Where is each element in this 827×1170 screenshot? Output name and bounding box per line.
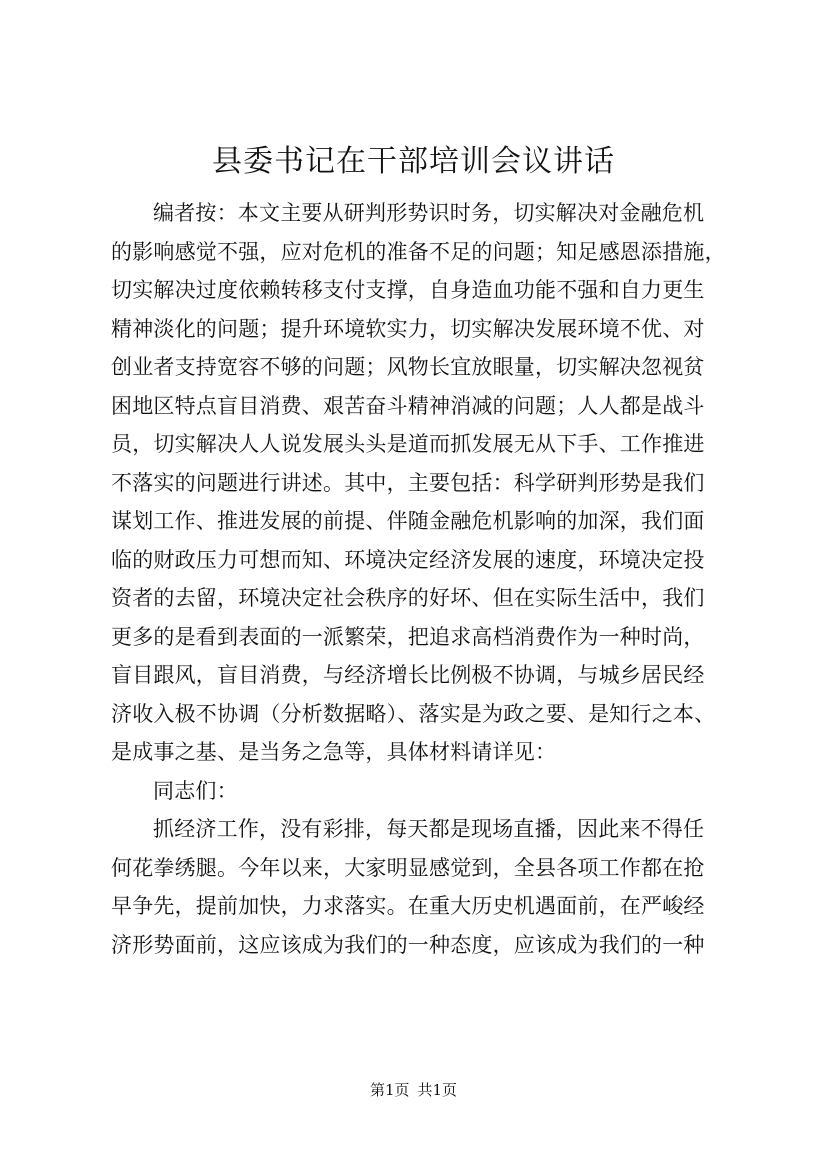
paragraph-line: 创业者支持宽容不够的问题；风物长宜放眼量，切实解决忽视贫: [111, 355, 705, 379]
paragraph-line: 谋划工作、推进发展的前提、伴随金融危机影响的加深，我们面: [111, 509, 705, 533]
paragraph-line: 临的财政压力可想而知、环境决定经济发展的速度，环境决定投: [111, 547, 705, 572]
paragraph-line: 切实解决过度依赖转移支付支撑，自身造血功能不强和自力更生: [111, 278, 705, 302]
document-title: 县委书记在干部培训会议讲话: [212, 144, 615, 179]
paragraph-line: 更多的是看到表面的一派繁荣，把追求高档消费作为一种时尚，: [111, 624, 705, 649]
page-total: 共1页: [417, 1081, 458, 1099]
paragraph-line: 抓经济工作，没有彩排，每天都是现场直播，因此来不得任: [153, 817, 705, 841]
paragraph-line: 员，切实解决人人说发展头头是道而抓发展无从下手、工作推进: [111, 432, 705, 456]
paragraph-line: 何花拳绣腿。今年以来，大家明显感觉到，全县各项工作都在抢: [111, 855, 705, 880]
paragraph-line: 编者按：本文主要从研判形势识时务，切实解决对金融危机: [153, 201, 705, 225]
paragraph-line: 资者的去留，环境决定社会秩序的好坏、但在实际生活中，我们: [111, 586, 705, 610]
paragraph-line: 困地区特点盲目消费、艰苦奋斗精神消减的问题；人人都是战斗: [111, 393, 705, 418]
document-body: [111, 194, 741, 964]
paragraph-line: 早争先，提前加快，力求落实。在重大历史机遇面前，在严峻经: [111, 894, 705, 918]
paragraph-line: 的影响感觉不强，应对危机的准备不足的问题；知足感恩添措施，: [111, 239, 726, 264]
paragraph-line: 不落实的问题进行讲述。其中，主要包括：科学研判形势是我们: [111, 470, 705, 495]
paragraph-line: 济形势面前，这应该成为我们的一种态度，应该成为我们的一种: [111, 932, 705, 957]
paragraph-line: 是成事之基、是当务之急等，具体材料请详见：: [111, 740, 557, 764]
salutation-line: 同志们：: [153, 778, 238, 803]
paragraph-line: 精神淡化的问题；提升环境软实力，切实解决发展环境不优、对: [111, 316, 705, 341]
paragraph-line: 盲目跟风，盲目消费，与经济增长比例极不协调，与城乡居民经: [111, 663, 705, 687]
page-number: 第1页: [369, 1081, 410, 1099]
paragraph-line: 济收入极不协调（分析数据略）、落实是为政之要、是知行之本、: [111, 701, 716, 726]
page-footer: [0, 1080, 827, 1100]
